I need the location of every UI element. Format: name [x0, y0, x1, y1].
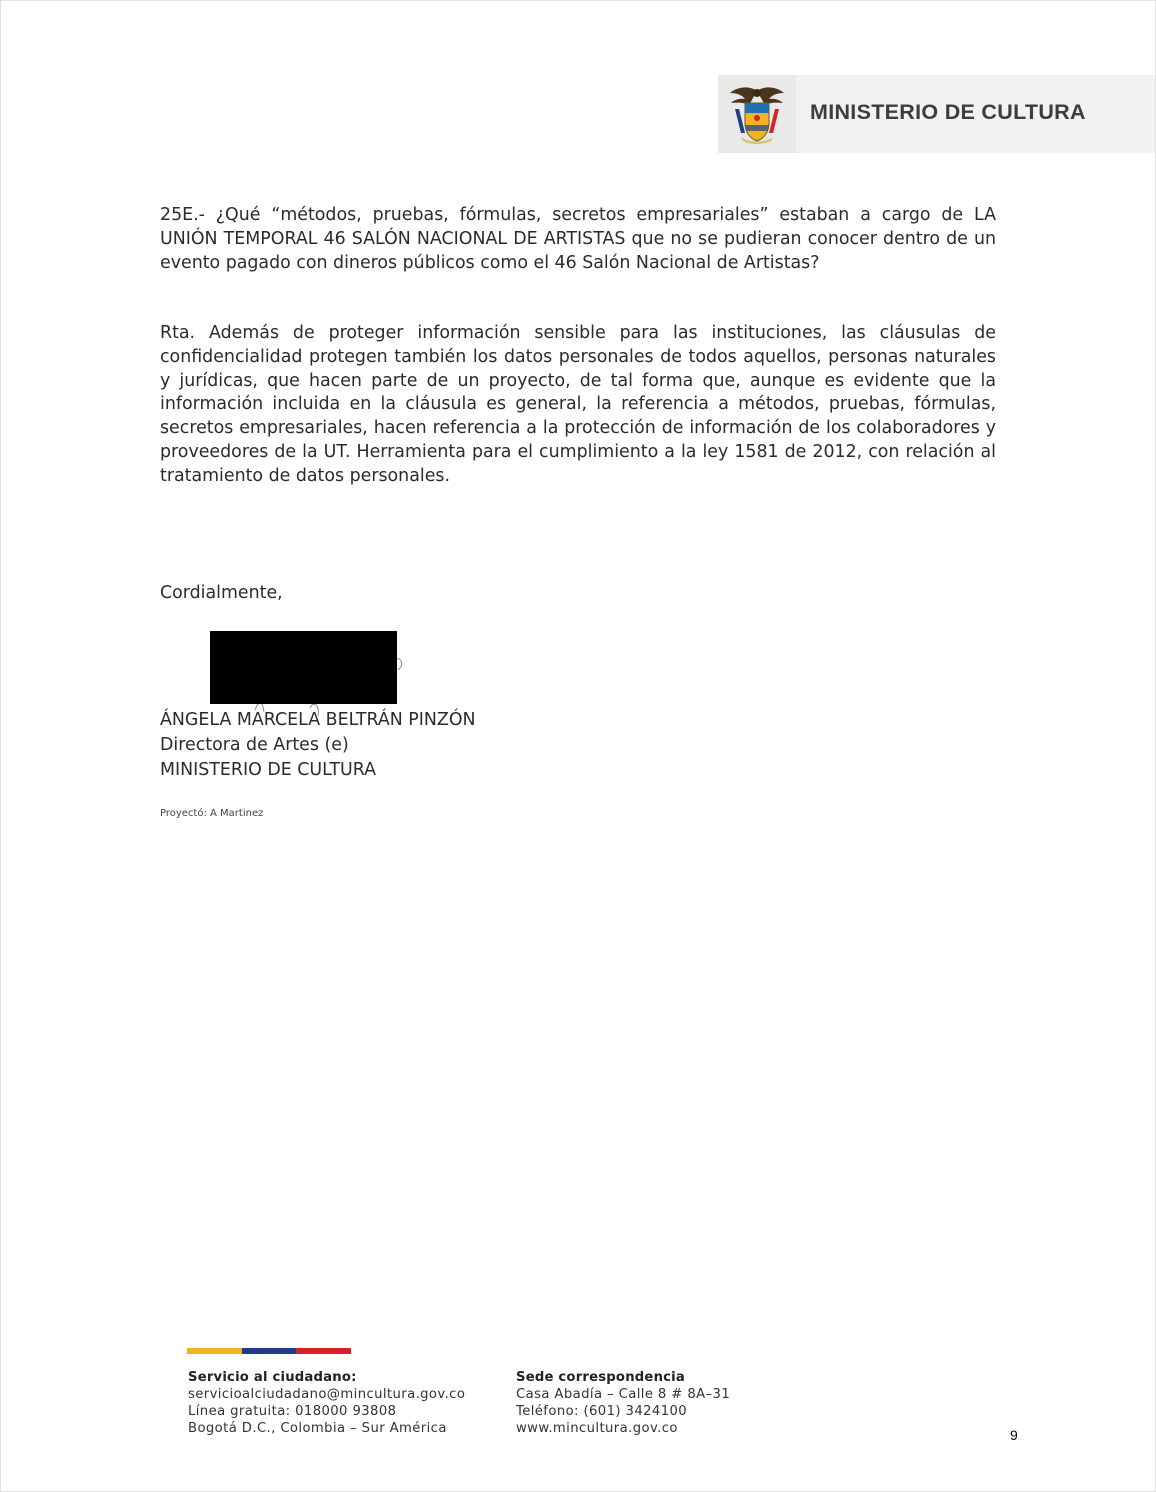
question-paragraph: 25E.- ¿Qué “métodos, pruebas, fórmulas, secretos empresariales” estaban a cargo de LA UNIÓN TEMPORAL 46 SALÓN NACIONAL DE ARTISTAS que no se pudieran conocer dentro de un evento pagado con dineros públicos como el 46 Salón Nacional de Artistas?	[160, 205, 996, 273]
coat-of-arms-icon	[727, 83, 787, 145]
signer-position: Directora de Artes (e)	[160, 735, 349, 755]
flag-color-bar	[187, 1348, 351, 1354]
page-number: 9	[1010, 1427, 1018, 1443]
flag-red-stripe	[296, 1348, 351, 1354]
seal-container	[718, 75, 796, 153]
service-email[interactable]: servicioalciudadano@mincultura.gov.co	[188, 1387, 466, 1402]
footer-office-column	[516, 1369, 730, 1437]
signer-block	[160, 708, 476, 783]
flag-yellow-stripe	[187, 1348, 242, 1354]
redacted-signature	[210, 631, 397, 704]
answer-paragraph: Rta. Además de proteger información sensible para las instituciones, las cláusulas de confidencialidad protegen también los datos personales de todos aquellos, personas naturales y jurídicas, que hacen parte de un proyecto, de tal forma que, aunque es evidente que la información incluida en la cláusula es general, la referencia a métodos, pruebas, fórmulas, secretos empresariales, hacen referencia a la protección de información de los colaboradores y proveedores de la UT. Herramienta para el cumplimiento a la ley 1581 de 2012, con relación al tratamiento de datos personales.	[160, 323, 996, 486]
service-phone: Línea gratuita: 018000 93808	[188, 1404, 397, 1419]
office-phone: Teléfono: (601) 3424100	[516, 1404, 688, 1419]
service-heading: Servicio al ciudadano:	[188, 1370, 357, 1385]
office-address: Casa Abadía – Calle 8 # 8A–31	[516, 1387, 731, 1402]
header-title: MINISTERIO DE CULTURA	[810, 100, 1086, 124]
signer-entity: MINISTERIO DE CULTURA	[160, 760, 377, 780]
signer-name: ÁNGELA MARCELA BELTRÁN PINZÓN	[160, 710, 476, 730]
closing-salutation: Cordialmente,	[160, 583, 283, 603]
office-heading: Sede correspondencia	[516, 1370, 685, 1385]
flag-blue-stripe	[242, 1348, 297, 1354]
service-location: Bogotá D.C., Colombia – Sur América	[188, 1421, 447, 1436]
footer-service-column	[188, 1369, 465, 1437]
projected-by-note: Proyectó: A Martinez	[160, 808, 264, 819]
office-website[interactable]: www.mincultura.gov.co	[516, 1421, 678, 1436]
